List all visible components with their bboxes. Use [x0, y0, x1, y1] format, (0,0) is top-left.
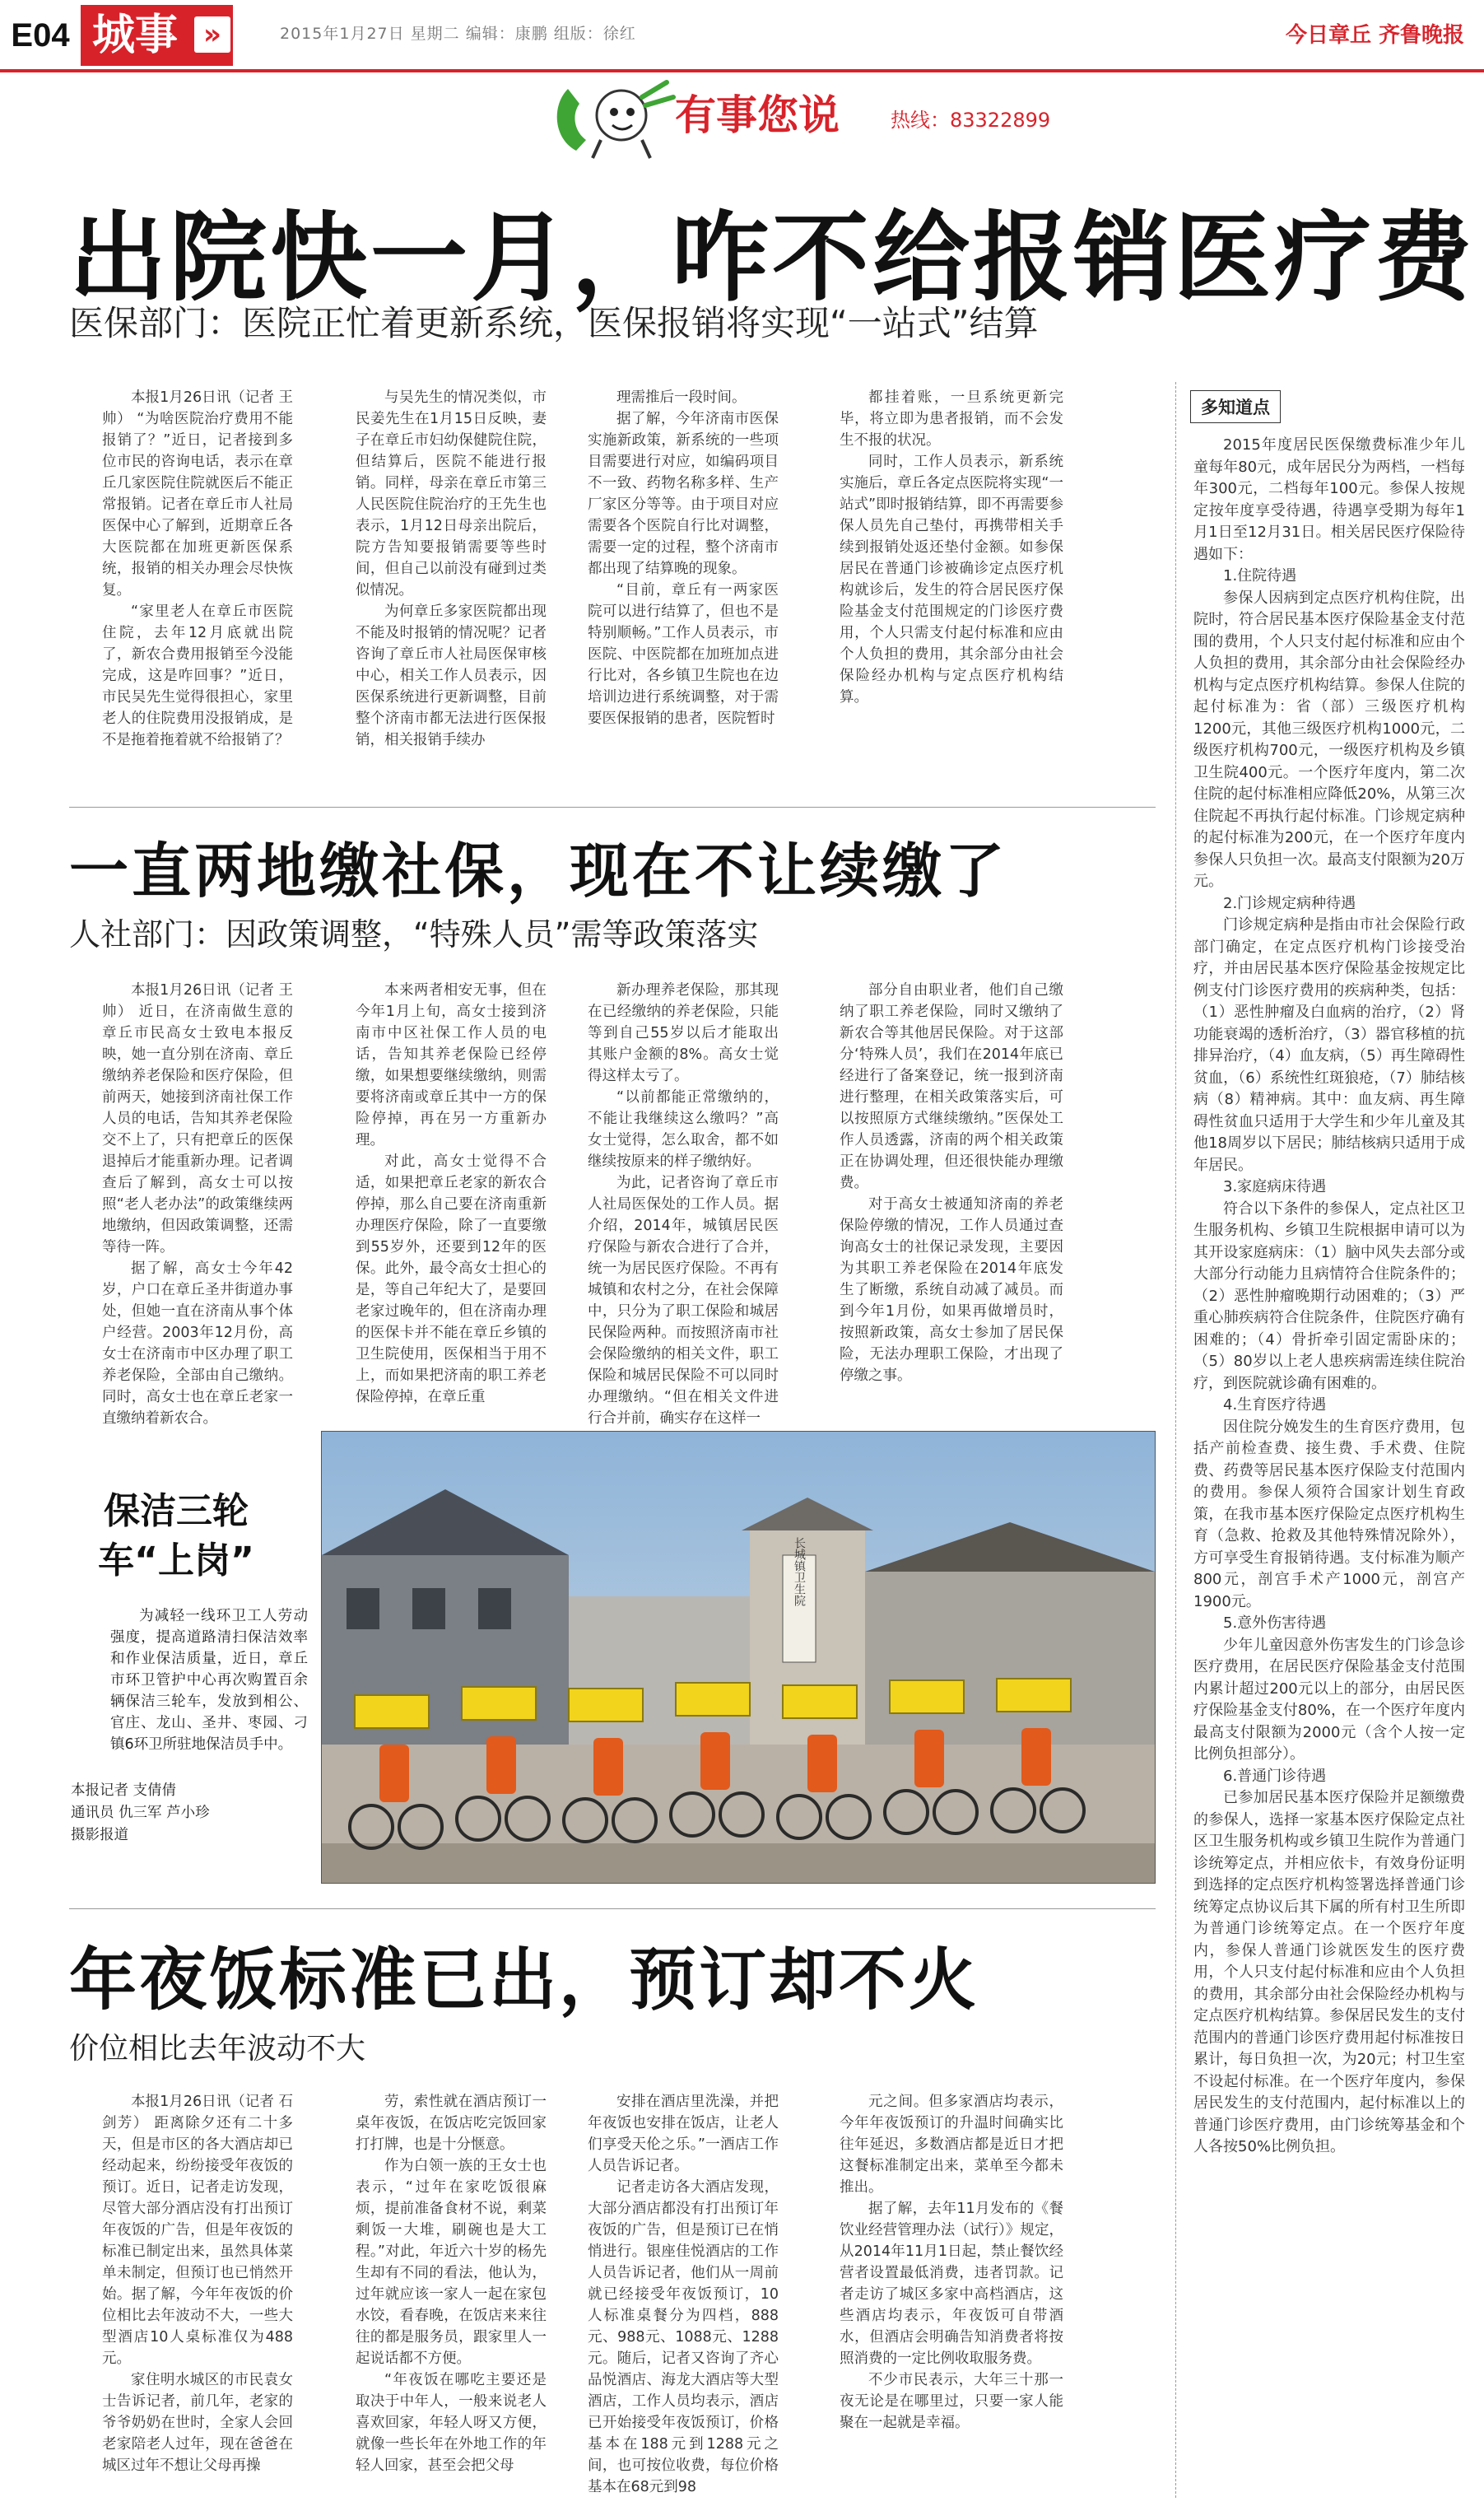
story3-column-4: [840, 2091, 1063, 2503]
paragraph: 不少市民表示，大年三十那一夜无论是在哪里过，只要一家人能聚在一起就是幸福。: [840, 2372, 1063, 2431]
story1-column-1: [102, 387, 293, 779]
paragraph: 家住明水城区的市民袁女士告诉记者，前几年，老家的爷爷奶奶在世时，全家人会回老家陪老人过年，现在爸爸在城区过年不想让父母再操: [102, 2372, 293, 2474]
paragraph: 本报1月26日讯（记者 王帅） 近日，在济南做生意的章丘市民高女士致电本报反映，她一直分别在济南、章丘缴纳养老保险和医疗保险，但前两天，她接到济南社保工作人员的电话，告知其养老保险交不上了，只有把章丘的医保退掉后才能重新办理。记者调查后了解到，高女士可以按照“老人老办法”的政策继续两地缴纳，但因政策调整，还需等待一阵。: [102, 982, 293, 1256]
paragraph: 记者走访各大酒店发现，大部分酒店都没有打出预订年夜饭的广告，但是预订已在悄悄进行。银座佳悦酒店的工作人员告诉记者，他们从一周前就已经接受年夜饭预订，10人标准桌餐分为四档，888元、988元、1088元、1288元。随后，记者又咨询了齐心品悦酒店、海龙大酒店等大型酒店，工作人员均表示，酒店已开始接受年夜饭预订，价格基本在188元到1288元之间，也可按位收费，每位价格基本在68元到98: [588, 2179, 779, 2495]
photo-credit: [71, 1780, 318, 1847]
story1-column-4: [840, 387, 1063, 779]
story2-column-3: [588, 980, 779, 1427]
story2-column-1: [102, 980, 293, 1427]
paragraph: 本来两者相安无事，但在今年1月上旬，高女士接到济南市中区社保工作人员的电话，告知其养老保险已经停缴，如果想要继续缴纳，则需要将济南或章丘其中一方的保险停掉，再在另一方重新办理。: [356, 982, 547, 1148]
sidebar-subhead: 2.门诊规定病种待遇: [1223, 894, 1356, 912]
sidebar-subhead: 6.普通门诊待遇: [1223, 1767, 1327, 1785]
paragraph: 据了解，高女士今年42岁，户口在章丘圣井街道办事处，但她一直在济南从事个体户经营。2003年12月份，高女士在济南市中区办理了职工养老保险，全部由自己缴纳。同时，高女士也在章丘老家一直缴纳着新农合。: [102, 1260, 293, 1427]
caption-text: 为减轻一线环卫工人劳动强度，提高道路清扫保洁效率和作业保洁质量，近日，章丘市环卫管护中心再次购置百余辆保洁三轮车，发放到相公、官庄、龙山、圣井、枣园、刁镇6环卫所驻地保洁员手中。: [110, 1608, 308, 1753]
credit-line: 通讯员 仇三军 芦小珍: [71, 1805, 210, 1821]
chevron-right-icon: »: [194, 16, 230, 53]
paragraph: 本报1月26日讯（记者 王帅） “为啥医院治疗费用不能报销了？”近日，记者接到多位市民的咨询电话，表示在章丘几家医院住院就医后不能正常报销。记者在章丘市人社局医保中心了解到，近期章丘各大医院都在加班更新医保系统，报销的相关办理会尽快恢复。: [102, 389, 293, 599]
sidebar-label: 多知道点: [1190, 390, 1281, 423]
sidebar-body: [1193, 435, 1465, 2493]
section-divider: [69, 1908, 1156, 1909]
paragraph: 劳，索性就在酒店预订一桌年夜饭，在饭店吃完饭回家打打牌，也是十分惬意。: [356, 2094, 547, 2153]
story2-column-4: [840, 980, 1063, 1408]
story1-column-2: [356, 387, 547, 779]
photo-title: 保洁三轮车“上岗”: [98, 1490, 254, 1582]
paragraph: “以前都能正常缴纳的，不能让我继续这么缴吗？”高女士觉得，怎么取舍，都不如继续按原来的样子缴纳好。: [588, 1089, 779, 1170]
paragraph: 据了解，去年11月发布的《餐饮业经营管理办法（试行）》规定，从2014年11月1日起，禁止餐饮经营者设置最低消费，违者罚款。记者走访了城区多家中高档酒店，这些酒店均表示，年夜饭可自带酒水，但酒店会明确告知消费者将按照消费的一定比例收取服务费。: [840, 2201, 1063, 2367]
paragraph: “家里老人在章丘市医院住院，去年12月底就出院了，新农合费用报销至今没能完成，这是咋回事？”近日，市民吴先生觉得很担心，家里老人的住院费用没报销成，是不是拖着拖着就不给报销了？: [102, 603, 293, 748]
photo-caption: [110, 1605, 308, 1755]
sidebar-subhead: 1.住院待遇: [1223, 567, 1297, 585]
newspaper-brand: 今日章丘 齐鲁晚报: [1285, 23, 1464, 48]
hotline-phone: 热线：83322899: [891, 109, 1051, 132]
paragraph: 与吴先生的情况类似，市民姜先生在1月15日反映，妻子在章丘市妇幼保健院住院，但结算后，医院不能进行报销。同样，母亲在章丘市第三人民医院住院治疗的王先生也表示，1月12日母亲出院后，院方告知要报销需要等些时间，但自己以前没有碰到过类似情况。: [356, 389, 547, 599]
sidebar-subhead: 3.家庭病床待遇: [1223, 1178, 1327, 1195]
paragraph: 部分自由职业者，他们自己缴纳了职工养老保险，同时又缴纳了新农合等其他居民保险。对于这部分‘特殊人员’，我们在2014年底已经进行了备案登记，统一报到济南进行整理，在相关政策落实后，可以按照原方式继续缴纳。”医保处工作人员透露，济南的两个相关政策正在协调处理，但还很快能办理缴费。: [840, 982, 1063, 1191]
story1-headline: 出院快一月，咋不给报销医疗费: [69, 201, 1476, 314]
paragraph: 作为白领一族的王女士也表示，“过年在家吃饭很麻烦，提前准备食材不说，剩菜剩饭一大堆，刷碗也是大工程。”对此，年近六十岁的杨先生却有不同的看法，他认为，过年就应该一家人一起在家包水饺，看春晚，在饭店来来往往的都是服务员，跟家里人一起说话都不方便。: [356, 2158, 547, 2367]
paragraph: 对此，高女士觉得不合适，如果把章丘老家的新农合停掉，那么自己要在济南重新办理医疗保险，除了一直要缴到55岁外，还要到12年的医保。此外，最令高女士担心的是，等自己年纪大了，是要回老家过晚年的，但在济南办理的医保卡并不能在章丘乡镇的卫生院使用，医保相当于用不上，而如果把济南的职工养老保险停掉，在章丘重: [356, 1153, 547, 1405]
paragraph: 同时，工作人员表示，新系统实施后，章丘各定点医院将实现“一站式”即时报销结算，即不再需要参保人员先自己垫付，再携带相关手续到报销处返还垫付金额。如参保居民在普通门诊被确诊定点医疗机构就诊后，发生的符合居民医疗保险基金支付范围规定的门诊医疗费用，个人只需支付起付标准和应由个人负担的费用，其余部分由社会保险经办机构与定点医疗机构结算。: [840, 454, 1063, 706]
paragraph: 理需推后一段时间。: [616, 389, 747, 406]
paragraph: 本报1月26日讯（记者 石剑芳） 距离除夕还有二十多天，但是市区的各大酒店却已经动起来，纷纷接受年夜饭的预订。近日，记者走访发现，尽管大部分酒店没有打出预订年夜饭的广告，但是年夜饭的标准已制定出来，虽然具体菜单未制定，但预订也已悄然开始。据了解，今年年夜饭的价位相比去年波动不大，一些大型酒店10人桌标准仅为488元。: [102, 2094, 293, 2367]
paragraph: 元之间。但多家酒店均表示，今年年夜饭预订的升温时间确实比往年延迟，多数酒店都是近日才把这餐标准制定出来，菜单至今都未推出。: [840, 2094, 1063, 2196]
paragraph: 为何章丘多家医院都出现不能及时报销的情况呢？记者咨询了章丘市人社局医保审核中心，相关工作人员表示，因医保系统进行更新调整，目前整个济南市都无法进行医保报销，相关报销手续办: [356, 603, 547, 748]
paragraph: 安排在酒店里洗澡，并把年夜饭也安排在饭店，让老人们享受天伦之乐。”一酒店工作人员告诉记者。: [588, 2094, 779, 2174]
paragraph: 为此，记者咨询了章丘市人社局医保处的工作人员。据介绍，2014年，城镇居民医疗保险与新农合进行了合并，统一为居民医疗保险。不再有城镇和农村之分，在社会保障中，只分为了职工保险和城居民保险两种。而按照济南市社会保险缴纳的相关文件，职工保险和城居民保险不可以同时办理缴纳。“但在相关文件进行合并前，确实存在这样一: [588, 1175, 779, 1427]
page-number: E04: [11, 17, 70, 54]
sidebar-paragraph: 2015年度居民医保缴费标准少年儿童每年80元，成年居民分为两档，一档每年300元，二档每年100元。参保人按规定按年度享受待遇，待遇享受期为每年1月1日至12月31日。相关居民医疗保险待遇如下：: [1193, 436, 1465, 563]
story3-headline: 年夜饭标准已出，预订却不火: [69, 1941, 979, 2020]
header-divider: [0, 69, 1484, 72]
story1-subhead: 医保部门：医院正忙着更新系统，医保报销将实现“一站式”结算: [69, 303, 1039, 343]
paragraph: “目前，章丘有一两家医院可以进行结算了，但也不是特别顺畅。”工作人员表示，市医院、中医院都在加班加点进行比对，各乡镇卫生院也在边培训边进行系统调整，对于需要医保报销的患者，医院暂时: [588, 582, 779, 727]
sidebar-paragraph: 因住院分娩发生的生育医疗费用，包括产前检查费、接生费、手术费、住院费、药费等居民基本医疗保险支付范围内的费用。参保人须符合国家计划生育政策，在我市基本医疗保险定点医疗机构生育（急救、抢救及其他特殊情况除外），方可享受生育报销待遇。支付标准为顺产800元，剖宫手术产1000元，剖宫产1900元。: [1193, 1418, 1465, 1610]
hotline-title: 有事您说: [675, 91, 840, 139]
news-photo: [321, 1431, 1156, 1884]
story3-column-2: [356, 2091, 547, 2503]
sidebar-subhead: 4.生育医疗待遇: [1223, 1396, 1327, 1414]
paragraph: 都挂着账，一旦系统更新完毕，将立即为患者报销，而不会发生不报的状况。: [840, 389, 1063, 449]
sidebar-subhead: 5.意外伤害待遇: [1223, 1614, 1327, 1632]
section-label: 城事: [81, 5, 233, 66]
phone-mascot-icon: [543, 72, 683, 163]
paragraph: “年夜饭在哪吃主要还是取决于中年人，一般来说老人喜欢回家，年轻人呀又方便，就像一些长年在外地工作的年轻人回家，甚至会把父母: [356, 2372, 547, 2474]
paragraph: 据了解，今年济南市医保实施新政策，新系统的一些项目需要进行对应，如编码项目不一致、药物名称多样、生产厂家区分等等。由于项目对应需要各个医院自行比对调整，需要一定的过程，整个济南市都出现了结算晚的现象。: [588, 411, 779, 577]
story2-headline: 一直两地缴社保，现在不让续缴了: [69, 836, 1008, 906]
story3-subhead: 价位相比去年波动不大: [69, 2032, 366, 2066]
story2-subhead: 人社部门：因政策调整，“特殊人员”需等政策落实: [69, 916, 759, 953]
story3-column-1: [102, 2091, 293, 2503]
sidebar-paragraph: 门诊规定病种是指由市社会保险行政部门确定，在定点医疗机构门诊接受治疗，并由居民基本医疗保险基金按规定比例支付门诊医疗费用的疾病种类，包括：（1）恶性肿瘤及白血病的治疗，（2）肾功能衰竭的透析治疗，（3）器官移植的抗排异治疗，（4）血友病，（5）再生障碍性贫血，（6）系统性红斑狼疮，（7）肺结核病（8）精神病。其中：血友病、再生障碍性贫血只适用于大学生和少年儿童及其他18周岁以下居民；肺结核病只适用于成年居民。: [1193, 916, 1465, 1174]
credit-line: 摄影报道: [71, 1827, 128, 1843]
photo-sign-text: 长城镇卫生院: [793, 1537, 806, 1606]
story1-column-3: [588, 387, 779, 779]
sidebar-paragraph: 参保人因病到定点医疗机构住院，出院时，符合居民基本医疗保险基金支付范围的费用，个人只支付起付标准和应由个人负担的费用，其余部分由社会保险经办机构与定点医疗机构结算。参保人住院的起付标准为：省（部）三级医疗机构1200元，其他三级医疗机构1000元，二级医疗机构700元，一级医疗机构及乡镇卫生院400元。一个医疗年度内，第二次住院的起付标准相应降低20%，从第三次住院起不再执行起付标准。门诊规定病种的起付标准为200元，在一个医疗年度内参保人只负担一次。最高支付限额为20万元。: [1193, 589, 1465, 890]
sidebar-paragraph: 少年儿童因意外伤害发生的门诊急诊医疗费用，在居民医疗保险基金支付范围内累计超过200元以上的部分，由居民医疗保险基金支付80%，在一个医疗年度内最高支付限额为2000元（含个人按一定比例负担部分）。: [1193, 1636, 1465, 1763]
credit-line: 本报记者 支倩倩: [71, 1782, 177, 1799]
paragraph: 对于高女士被通知济南的养老保险停缴的情况，工作人员通过查询高女士的社保记录发现，主要因为其职工养老保险在2014年底发生了断缴，系统自动减了减员。而到今年1月份，如果再做增员时，按照新政策，高女士参加了居民保险，无法办理职工保险，才出现了停缴之事。: [840, 1196, 1063, 1384]
sidebar-paragraph: 已参加居民基本医疗保险并足额缴费的参保人，选择一家基本医疗保险定点社区卫生服务机构或乡镇卫生院作为普通门诊统筹定点，并相应依卡，有效身份证明到选择的定点医疗机构签署选择普通门诊统筹定点协议后其下属的所有村卫生所即为普通门诊统筹定点。在一个医疗年度内，参保人普通门诊就医发生的医疗费用，个人只支付起付标准和应由个人负担的费用，其余部分由社会保险经办机构与定点医疗机构结算。参保居民发生的支付范围内的普通门诊医疗费用起付标准按日累计，每日负担一次，为20元；村卫生室不设起付标准。在一个医疗年度内，参保居民发生的支付范围内，起付标准以上的普通门诊医疗费用，由门诊统筹基金和个人各按50%比例负担。: [1193, 1789, 1465, 2155]
sidebar-paragraph: 符合以下条件的参保人，定点社区卫生服务机构、乡镇卫生院根据申请可以为其开设家庭病床：（1）脑中风失去部分或大部分行动能力且病情符合住院条件的；（2）恶性肿瘤晚期行动困难的；（3）严重心肺疾病符合住院条件，住院医疗确有困难的；（4）骨折牵引固定需卧床的；（5）80岁以上老人患疾病需连续住院治疗，到医院就诊确有困难的。: [1193, 1200, 1465, 1392]
section-divider: [69, 807, 1156, 808]
paragraph: 新办理养老保险，那其现在已经缴纳的养老保险，只能等到自己55岁以后才能取出其账户金额的8%。高女士觉得这样太亏了。: [588, 982, 779, 1084]
edition-meta: 2015年1月27日 星期二 编辑：康鹏 组版：徐红: [280, 25, 636, 43]
story2-column-2: [356, 980, 547, 1408]
story3-column-3: [588, 2091, 779, 2503]
